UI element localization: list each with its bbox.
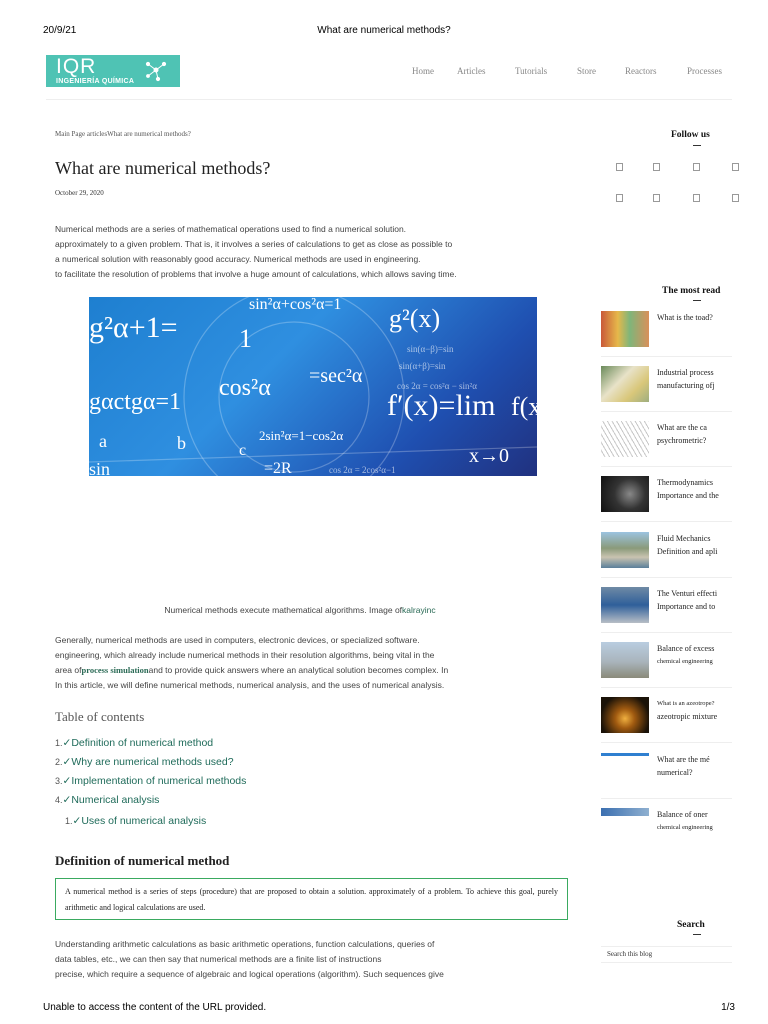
svg-text:=sec²α: =sec²α	[309, 365, 363, 387]
social-icon[interactable]	[616, 163, 623, 171]
logo-text: IQR	[56, 55, 97, 78]
most-read-heading: The most read	[662, 286, 721, 296]
thumbnail-numerical	[601, 753, 649, 756]
post-date: October 29, 2020	[55, 189, 104, 197]
thumbnail-turbine	[601, 476, 649, 512]
thumbnail-soaps	[601, 311, 649, 347]
thumbnail-dam	[601, 532, 649, 568]
svg-text:f′(x)=lim: f′(x)=lim	[387, 389, 496, 422]
header-divider	[46, 99, 732, 100]
print-title: What are numerical methods?	[317, 25, 451, 36]
thumbnail-psychrometric-chart	[601, 421, 649, 457]
image-caption: Numerical methods execute mathematical algorithms. Image ofkalrayinc	[164, 605, 436, 615]
svg-text:2sin²α=1−cos2α: 2sin²α=1−cos2α	[259, 428, 344, 443]
thumbnail-industrial-product	[601, 366, 649, 402]
most-read-item[interactable]: What is an azeotrope? azeotropic mixture	[601, 697, 732, 751]
svg-text:sin²α+cos²α=1: sin²α+cos²α=1	[249, 296, 342, 313]
nav-store[interactable]: Store	[577, 66, 596, 76]
item-divider	[601, 798, 732, 799]
item-divider	[601, 742, 732, 743]
nav-tutorials[interactable]: Tutorials	[515, 66, 548, 76]
intro-paragraph: Numerical methods are a series of mathematical operations used to find a numerical solution. approximately to a given problem. That is, it involves a series of calculations to get as close as possible to a numerical solution with reasonably good accuracy. Numerical methods are used in engineering. to facilitate the resolution of problems that involve a huge amount of calculations, which allows saving time.	[55, 224, 457, 279]
svg-text:a: a	[99, 431, 107, 451]
definition-box: A numerical method is a series of steps (procedure) that are proposed to obtain a solution. approximately of a problem. To achieve this goal, purely arithmetic and logical calculations are used.	[55, 878, 568, 920]
hero-image-math-formulas	[89, 296, 542, 479]
toc-heading: Table of contents	[55, 709, 145, 724]
follow-us-heading: Follow us	[671, 130, 710, 140]
body-paragraph-2: Generally, numerical methods are used in computers, electronic devices, or specialized software. engineering, which already include numerical methods in their resolution algorithms, being vital in the area ofprocess simulationand to provide quick answers where an analytical solution becomes complex. In In this article, we will define numerical methods, numerical analysis, and the uses of numerical analysis.	[55, 635, 449, 690]
toc-item-definition[interactable]: 1.✓Definition of numerical method	[55, 737, 214, 749]
nav-articles[interactable]: Articles	[457, 66, 486, 76]
item-divider	[601, 521, 732, 522]
print-page-number: 1/3	[721, 1002, 735, 1013]
social-icon[interactable]	[693, 194, 700, 202]
heading-underline	[693, 934, 701, 935]
heading-underline	[693, 300, 701, 301]
toc-item-numerical-analysis[interactable]: 4.✓Numerical analysis	[55, 794, 160, 806]
svg-text:=2R: =2R	[264, 460, 292, 477]
social-icon[interactable]	[732, 163, 739, 171]
svg-text:f(x: f(x	[511, 392, 542, 421]
page-title: What are numerical methods?	[55, 158, 271, 178]
svg-text:c: c	[239, 442, 247, 459]
molecule-icon	[144, 58, 168, 82]
svg-text:cos²α: cos²α	[219, 375, 271, 401]
thumbnail-plant	[601, 642, 649, 678]
svg-text:sin(α−β)=sin: sin(α−β)=sin	[407, 344, 454, 354]
most-read-item[interactable]: Balance of excess chemical engineering	[601, 642, 732, 696]
print-footer-url: Unable to access the content of the URL provided.	[43, 1002, 267, 1013]
search-input[interactable]: Search this blog	[601, 946, 732, 963]
svg-text:sin(α+β)=sin: sin(α+β)=sin	[399, 361, 446, 371]
caption-link[interactable]: kalrayinc	[402, 605, 436, 615]
thumbnail-refinery-night	[601, 697, 649, 733]
svg-text:gαctgα=1: gαctgα=1	[89, 389, 182, 415]
social-icon[interactable]	[616, 194, 623, 202]
toc-item-implementation[interactable]: 3.✓Implementation of numerical methods	[55, 775, 247, 787]
most-read-item[interactable]: What are the ca psychrometric?	[601, 421, 732, 475]
site-logo[interactable]	[46, 55, 180, 87]
thumbnail-venturi	[601, 587, 649, 623]
most-read-item[interactable]: Thermodynamics Importance and the	[601, 476, 732, 530]
nav-processes[interactable]: Processes	[687, 66, 722, 76]
most-read-item[interactable]: What are the mé numerical?	[601, 753, 732, 807]
item-divider	[601, 411, 732, 412]
most-read-item[interactable]: The Venturi effecti Importance and to	[601, 587, 732, 641]
social-icon[interactable]	[732, 194, 739, 202]
process-simulation-link[interactable]: process simulation	[81, 665, 149, 675]
body-paragraph-3: Understanding arithmetic calculations as basic arithmetic operations, function calculations, queries of data tables, etc., we can then say that numerical methods are a finite list of instructions precise, which require a sequence of algebraic and logical operations (algorithm). Such sequences give	[55, 939, 444, 979]
section-heading-definition: Definition of numerical method	[55, 853, 230, 868]
most-read-item[interactable]: Balance of oner chemical engineering	[601, 808, 732, 862]
svg-text:cos 2α = 2cos²α−1: cos 2α = 2cos²α−1	[329, 465, 396, 475]
nav-home[interactable]: Home	[412, 66, 434, 76]
item-divider	[601, 632, 732, 633]
svg-text:sin: sin	[89, 459, 111, 479]
heading-underline	[693, 145, 701, 146]
svg-text:x→0: x→0	[469, 445, 509, 467]
svg-text:cos 2α = cos²α − sin²α: cos 2α = cos²α − sin²α	[397, 381, 477, 391]
most-read-item[interactable]: What is the toad?	[601, 311, 732, 365]
social-icon[interactable]	[653, 194, 660, 202]
social-icon[interactable]	[653, 163, 660, 171]
toc-item-why-used[interactable]: 2.✓Why are numerical methods used?	[55, 756, 234, 768]
thumbnail-energy	[601, 808, 649, 816]
item-divider	[601, 466, 732, 467]
item-divider	[601, 687, 732, 688]
item-divider	[601, 356, 732, 357]
svg-text:b: b	[177, 433, 186, 453]
social-icon[interactable]	[693, 163, 700, 171]
logo-subtitle: INGENIERÍA QUÍMICA	[56, 78, 135, 85]
search-heading: Search	[677, 920, 705, 930]
breadcrumb[interactable]: Main Page articlesWhat are numerical methods?	[55, 130, 191, 138]
svg-text:g²(x): g²(x)	[389, 304, 441, 333]
item-divider	[601, 577, 732, 578]
toc-item-uses[interactable]: 1.✓Uses of numerical analysis	[65, 815, 207, 827]
svg-text:1: 1	[239, 324, 252, 353]
print-date: 20/9/21	[43, 25, 77, 36]
nav-reactors[interactable]: Reactors	[625, 66, 657, 76]
most-read-item[interactable]: Fluid Mechanics Definition and apli	[601, 532, 732, 586]
most-read-item[interactable]: Industrial process manufacturing ofj	[601, 366, 732, 420]
svg-text:g²α+1=: g²α+1=	[89, 311, 178, 344]
